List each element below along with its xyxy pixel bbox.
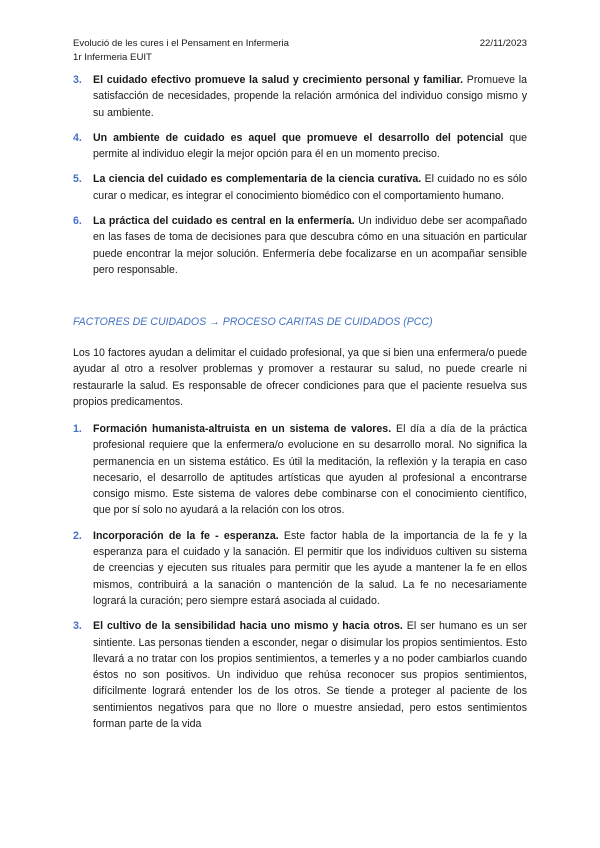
item-heading: Incorporación de la fe - esperanza. — [93, 529, 279, 542]
item-text: El día a día de la práctica profesional requiere que la enfermera/o evolucione en su desarrollo moral. No significa la permanencia en un sistema estático. Es útil la meditación, la reflexión y la terapia en caso necesario, el desarrollo de aptitudes artísticas que ayuden al profesional a encontrarse consigo mismo. Este sistema de valores debe combinarse con el conocimiento científico, que por sí solo no ayudará a la relación con los otros. — [93, 423, 527, 517]
item-text: Este factor habla de la importancia de la fe y la esperanza para el cuidado y la sanación. El permitir que los individuos cultiven su sistema de creencias y ejecuten sus rituales para permitir que les ayude a mantener la fe en ellos mismos, contribuirá a la sanación o mantención de la salud. La fe no necesariamente logrará la curación; pero siempre estará asociada al cuidado. — [93, 529, 527, 607]
principles-list — [73, 72, 527, 287]
section-title: FACTORES DE CUIDADOS → PROCESO CARITAS DE CUIDADOS (PCC) — [73, 316, 433, 328]
list-item — [73, 72, 527, 121]
list-item — [73, 171, 527, 204]
course-title: Evolució de les cures i el Pensament en Infermeria — [73, 38, 289, 49]
item-heading: El cuidado efectivo promueve la salud y crecimiento personal y familiar. — [93, 74, 464, 86]
page-header — [73, 37, 527, 65]
header-date: 22/11/2023 — [479, 38, 527, 49]
item-heading: La práctica del cuidado es central en la enfermería. — [93, 215, 355, 228]
item-number: 5. — [73, 173, 82, 186]
item-number: 3. — [73, 620, 82, 633]
list-item — [73, 421, 527, 519]
item-text: El cuidado no es sólo curar o medicar, es integrar el conocimiento biomédico con el comportamiento humano. — [93, 173, 527, 202]
item-text: Promueve la satisfacción de necesidades, propende la relación armónica del individuo consigo mismo y su ambiente. — [93, 74, 527, 119]
item-number: 1. — [73, 423, 82, 435]
header-subtitle: 1r Infermeria EUIT — [73, 52, 152, 63]
item-heading: La ciencia del cuidado es complementaria de la ciencia curativa. — [93, 173, 422, 186]
item-heading: Un ambiente de cuidado es aquel que promueve el desarrollo del potencial — [93, 131, 504, 144]
factors-list — [73, 421, 527, 741]
item-text: El ser humano es un ser sintiente. Las personas tienden a esconder, negar o disimular los propios sentimientos. Esto llevará a no tratar con los propios sentimientos, a temerles y a no poder cambiarlos cuando éstos no son positivos. Un individuo que rehúsa reconocer sus propios sentimientos, difícilmente logrará entender los de los otros. Se tiende a proteger al paciente de los sentimientos negativos para que no llore o muestre ansiedad, pero estos sentimientos forman parte de la vida — [93, 620, 527, 731]
list-item — [73, 618, 527, 732]
item-number: 3. — [73, 74, 82, 86]
list-item — [73, 130, 527, 163]
item-heading: Formación humanista-altruista en un sistema de valores. — [93, 423, 392, 435]
item-number: 6. — [73, 215, 82, 228]
intro-paragraph: Los 10 factores ayudan a delimitar el cuidado profesional, ya que si bien una enfermera/o puede ayudar al otro a resolver problemas y promover a restaurar su salud, no puede crearle ni restaurarle la salud. Es responsable de ofrecer condiciones para que el paciente resuelva sus propios predicamentos. — [73, 347, 527, 408]
item-number: 2. — [73, 529, 82, 542]
item-heading: El cultivo de la sensibilidad hacia uno mismo y hacia otros. — [93, 620, 403, 633]
item-number: 4. — [73, 131, 82, 144]
list-item — [73, 213, 527, 278]
item-text: que permite al individuo elegir la mejor opción para él en un momento preciso. — [93, 131, 527, 161]
item-text: Un individuo debe ser acompañado en las fases de toma de decisiones para que descubra cómo en una situación en particular puede encontrar la mejor solución. Enfermería debe focalizarse en un acompañar sensible pero responsable. — [93, 215, 527, 276]
list-item — [73, 528, 527, 609]
